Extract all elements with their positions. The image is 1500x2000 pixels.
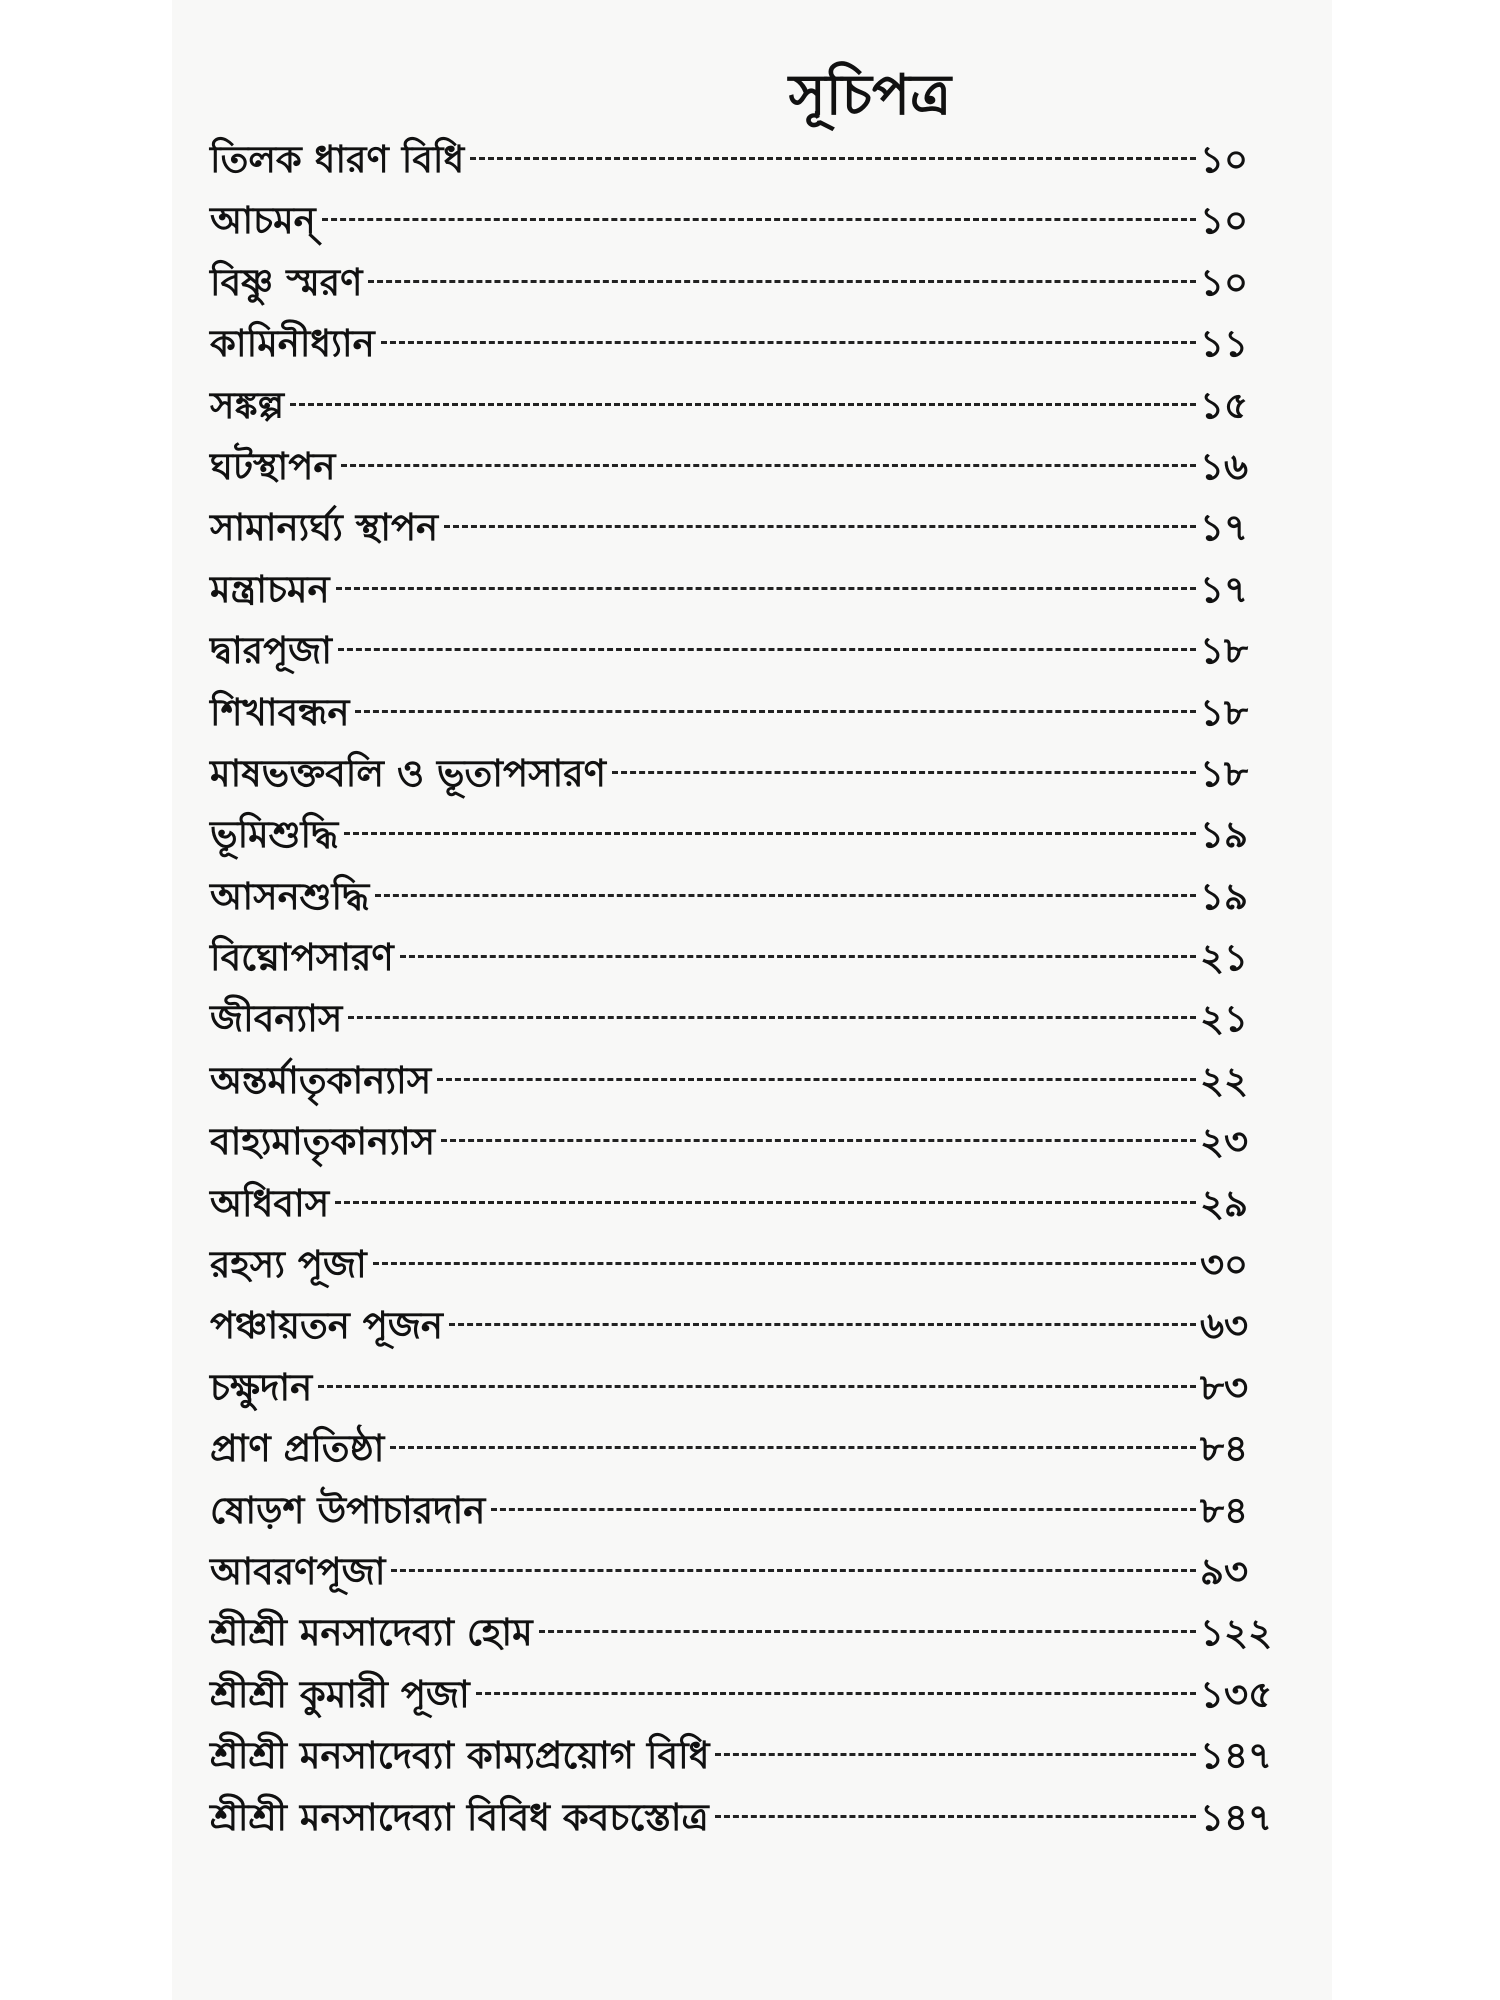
toc-entry-label: শিখাবন্ধন <box>210 690 350 734</box>
toc-entry <box>210 437 1280 498</box>
toc-entry-page-number: ১০ <box>1200 199 1249 243</box>
toc-entry-label: বিঘ্নোপসারণ <box>210 936 394 980</box>
toc-entry-label: পঞ্চায়তন পূজন <box>210 1304 444 1348</box>
toc-entry-page-number: ৮৪ <box>1200 1488 1249 1532</box>
toc-entry <box>210 1788 1280 1849</box>
toc-entry-page-number: ১৬ <box>1200 444 1249 488</box>
toc-entry-label: জীবন্যাস <box>210 997 343 1041</box>
toc-entry <box>210 989 1280 1050</box>
toc-entry-page-number: ২২ <box>1200 1058 1249 1102</box>
dotted-leader <box>290 403 1196 406</box>
toc-entry-label: ষোড়শ উপাচারদান <box>210 1488 486 1532</box>
toc-entry <box>210 560 1280 621</box>
toc-entry-page-number: ১৮ <box>1200 629 1249 673</box>
dotted-leader <box>476 1692 1196 1695</box>
toc-entry <box>210 1542 1280 1603</box>
dotted-leader <box>355 710 1196 713</box>
dotted-leader <box>373 1262 1196 1265</box>
toc-entry <box>210 1603 1280 1664</box>
toc-entry <box>210 928 1280 989</box>
dotted-leader <box>715 1815 1196 1818</box>
toc-entry-page-number: ২১ <box>1200 997 1249 1041</box>
toc-entry-page-number: ১১ <box>1200 322 1249 366</box>
dotted-leader <box>449 1323 1196 1326</box>
toc-entry <box>210 744 1280 805</box>
toc-entry-label: বিষ্ণু স্মরণ <box>210 260 363 304</box>
toc-entry <box>210 253 1280 314</box>
toc-entry <box>210 1235 1280 1296</box>
toc-entry-label: আচমন্ <box>210 199 316 243</box>
toc-entry-page-number: ১৫ <box>1200 383 1249 427</box>
toc-entry-label: শ্রীশ্রী মনসাদেব্যা কাম্যপ্রয়োগ বিধি <box>210 1734 710 1778</box>
dotted-leader <box>336 587 1196 590</box>
dotted-leader <box>400 955 1196 958</box>
toc-entry-label: সামান্যর্ঘ্য স্থাপন <box>210 506 439 550</box>
toc-entry <box>210 805 1280 866</box>
toc-entry-label: আবরণপূজা <box>210 1549 386 1593</box>
toc-entry-page-number: ১২২ <box>1200 1611 1273 1655</box>
toc-entry-page-number: ২১ <box>1200 936 1249 980</box>
toc-entry <box>210 621 1280 682</box>
dotted-leader <box>390 1446 1196 1449</box>
toc-entry-label: ঘটস্থাপন <box>210 444 336 488</box>
toc-entry <box>210 191 1280 252</box>
toc-entry-page-number: ১৮ <box>1200 690 1249 734</box>
toc-entry-label: অন্তর্মাতৃকান্যাস <box>210 1058 432 1102</box>
page-title: সূচিপত্র <box>788 63 952 128</box>
toc-entry-page-number: ১৮ <box>1200 751 1249 795</box>
toc-entry-page-number: ১৭ <box>1200 506 1249 550</box>
dotted-leader <box>341 464 1196 467</box>
toc-entry <box>210 1481 1280 1542</box>
dotted-leader <box>335 1201 1196 1204</box>
toc-entry-label: শ্রীশ্রী কুমারী পূজা <box>210 1672 470 1716</box>
table-of-contents <box>210 130 1280 1849</box>
toc-entry <box>210 314 1280 375</box>
toc-entry <box>210 130 1280 191</box>
toc-entry-label: চক্ষুদান <box>210 1365 313 1409</box>
dotted-leader <box>491 1508 1196 1511</box>
toc-entry-page-number: ১৭ <box>1200 567 1249 611</box>
dotted-leader <box>348 1016 1196 1019</box>
toc-entry-label: রহস্য পূজা <box>210 1243 367 1287</box>
toc-entry-label: ভূমিশুদ্ধি <box>210 813 339 857</box>
dotted-leader <box>338 648 1196 651</box>
dotted-leader <box>375 894 1196 897</box>
toc-entry-page-number: ৮৩ <box>1200 1365 1249 1409</box>
toc-entry-label: প্রাণ প্রতিষ্ঠা <box>210 1427 385 1471</box>
toc-entry <box>210 1665 1280 1726</box>
toc-entry <box>210 683 1280 744</box>
dotted-leader <box>444 525 1196 528</box>
toc-entry-label: সঙ্কল্প <box>210 383 285 427</box>
dotted-leader <box>539 1630 1196 1633</box>
toc-entry-label: মাষভক্তবলি ও ভূতাপসারণ <box>210 751 607 795</box>
toc-entry-page-number: ৩০ <box>1200 1243 1249 1287</box>
dotted-leader <box>612 771 1196 774</box>
toc-entry-page-number: ১৪৭ <box>1200 1734 1273 1778</box>
toc-entry-label: কামিনীধ্যান <box>210 322 375 366</box>
dotted-leader <box>344 832 1196 835</box>
toc-entry-label: মন্ত্রাচমন <box>210 567 330 611</box>
toc-entry <box>210 1296 1280 1357</box>
dotted-leader <box>368 280 1196 283</box>
toc-entry-page-number: ১০ <box>1200 260 1249 304</box>
toc-entry-page-number: ১৩৫ <box>1200 1672 1273 1716</box>
toc-entry <box>210 1358 1280 1419</box>
toc-entry-label: আসনশুদ্ধি <box>210 874 370 918</box>
toc-entry <box>210 1726 1280 1787</box>
dotted-leader <box>441 1139 1196 1142</box>
toc-entry-label: বাহ্যমাতৃকান্যাস <box>210 1120 436 1164</box>
toc-entry-page-number: ২৯ <box>1200 1181 1249 1225</box>
dotted-leader <box>318 1385 1196 1388</box>
toc-entry-page-number: ৮৪ <box>1200 1427 1249 1471</box>
dotted-leader <box>322 218 1196 221</box>
toc-entry-page-number: ১৯ <box>1200 813 1249 857</box>
dotted-leader <box>437 1078 1196 1081</box>
toc-entry <box>210 498 1280 559</box>
toc-entry-label: শ্রীশ্রী মনসাদেব্যা বিবিধ কবচস্তোত্র <box>210 1795 709 1839</box>
toc-entry <box>210 1051 1280 1112</box>
toc-entry <box>210 376 1280 437</box>
toc-entry-page-number: ৬৩ <box>1200 1304 1249 1348</box>
toc-entry-label: অধিবাস <box>210 1181 330 1225</box>
toc-entry-page-number: ২৩ <box>1200 1120 1249 1164</box>
toc-entry-page-number: ৯৩ <box>1200 1549 1249 1593</box>
toc-entry-page-number: ১৪৭ <box>1200 1795 1273 1839</box>
dotted-leader <box>715 1753 1196 1756</box>
toc-entry-page-number: ১৯ <box>1200 874 1249 918</box>
toc-entry <box>210 867 1280 928</box>
toc-entry <box>210 1419 1280 1480</box>
toc-entry <box>210 1112 1280 1173</box>
dotted-leader <box>381 341 1196 344</box>
toc-entry <box>210 1174 1280 1235</box>
toc-entry-label: তিলক ধারণ বিধি <box>210 138 465 181</box>
dotted-leader <box>470 157 1196 160</box>
dotted-leader <box>391 1569 1196 1572</box>
toc-entry-page-number: ১০ <box>1200 138 1249 181</box>
toc-entry-label: দ্বারপূজা <box>210 629 333 673</box>
toc-entry-label: শ্রীশ্রী মনসাদেব্যা হোম <box>210 1611 533 1655</box>
